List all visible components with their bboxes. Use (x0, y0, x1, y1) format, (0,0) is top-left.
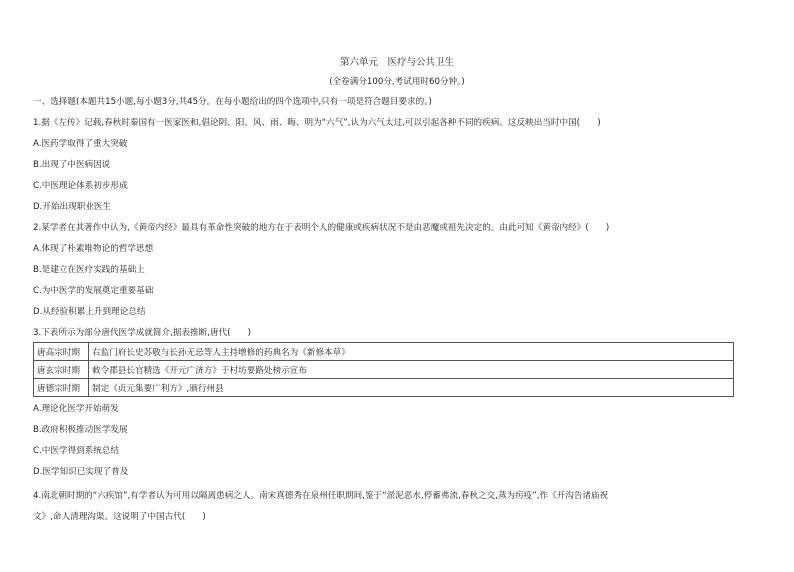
q1-option-b: B.出现了中医病因说 (33, 160, 111, 170)
table-cell-content: 右监门府长史苏敬与长孙无忌等人主持增修的药典名为《新修本草》 (89, 343, 734, 361)
table-cell-period: 唐高宗时期 (34, 343, 89, 361)
q1-option-c: C.中医理论体系初步形成 (33, 181, 128, 191)
q1-option-a: A.医药学取得了重大突破 (33, 139, 128, 149)
exam-instructions: (全卷满分100分,考试用时60分钟。) (329, 77, 465, 87)
q1-stem: 1.据《左传》记载,春秋时秦国有一医家医和,倡论阴、阳、风、雨、晦、明为“六气”,认为六气太过,可以引起各种不同的疾病。这反映出当时中国( ) (33, 118, 601, 128)
q3-table (33, 342, 734, 397)
q2-option-b: B.是建立在医疗实践的基础上 (33, 265, 145, 275)
table-row (34, 343, 734, 361)
table-cell-period: 唐德宗时期 (34, 379, 89, 397)
table-cell-period: 唐玄宗时期 (34, 361, 89, 379)
table-cell-content: 制定《贞元集要广利方》,颁行州县 (89, 379, 734, 397)
q4-stem-line2: 文》,命人清理沟渠。这说明了中国古代( ) (33, 512, 206, 522)
q3-option-b: B.政府积极推动医学发展 (33, 425, 128, 435)
table-cell-content: 敕令郡县长官精选《开元广济方》于村坊要路处榜示宣布 (89, 361, 734, 379)
q2-option-a: A.体现了朴素唯物论的哲学思想 (33, 244, 154, 254)
section-heading: 一、选择题(本题共15小题,每小题3分,共45分。在每小题给出的四个选项中,只有一项是符合题目要求的。) (33, 97, 432, 107)
q1-option-d: D.开始出现职业医生 (33, 202, 112, 212)
table-row (34, 361, 734, 379)
q3-option-a: A.理论化医学开始萌发 (33, 404, 119, 414)
q4-stem-line1: 4.南北朝时期的“六疾馆”,有学者认为可用以隔离患病之人。南宋真德秀在泉州任职期间,鉴于“淤泥恶水,停蓄弗流,春秋之交,蒸为疠疫”,作《开沟告诸庙祝 (33, 491, 609, 501)
q3-stem: 3.下表所示为部分唐代医学成就简介,据表推断,唐代( ) (33, 328, 252, 338)
q3-option-d: D.医学知识已实现了普及 (33, 467, 129, 477)
page-title: 第六单元 医疗与公共卫生 (339, 57, 454, 68)
q2-stem: 2.某学者在其著作中认为,《黄帝内经》最具有革命性突破的地方在于表明个人的健康或疾病状况不是由恶魔或祖先决定的。由此可知《黄帝内经》( ) (33, 223, 610, 233)
q2-option-c: C.为中医学的发展奠定重要基础 (33, 286, 154, 296)
q3-option-c: C.中医学得到系统总结 (33, 446, 120, 456)
q2-option-d: D.从经验积累上升到理论总结 (33, 307, 146, 317)
table-row (34, 379, 734, 397)
